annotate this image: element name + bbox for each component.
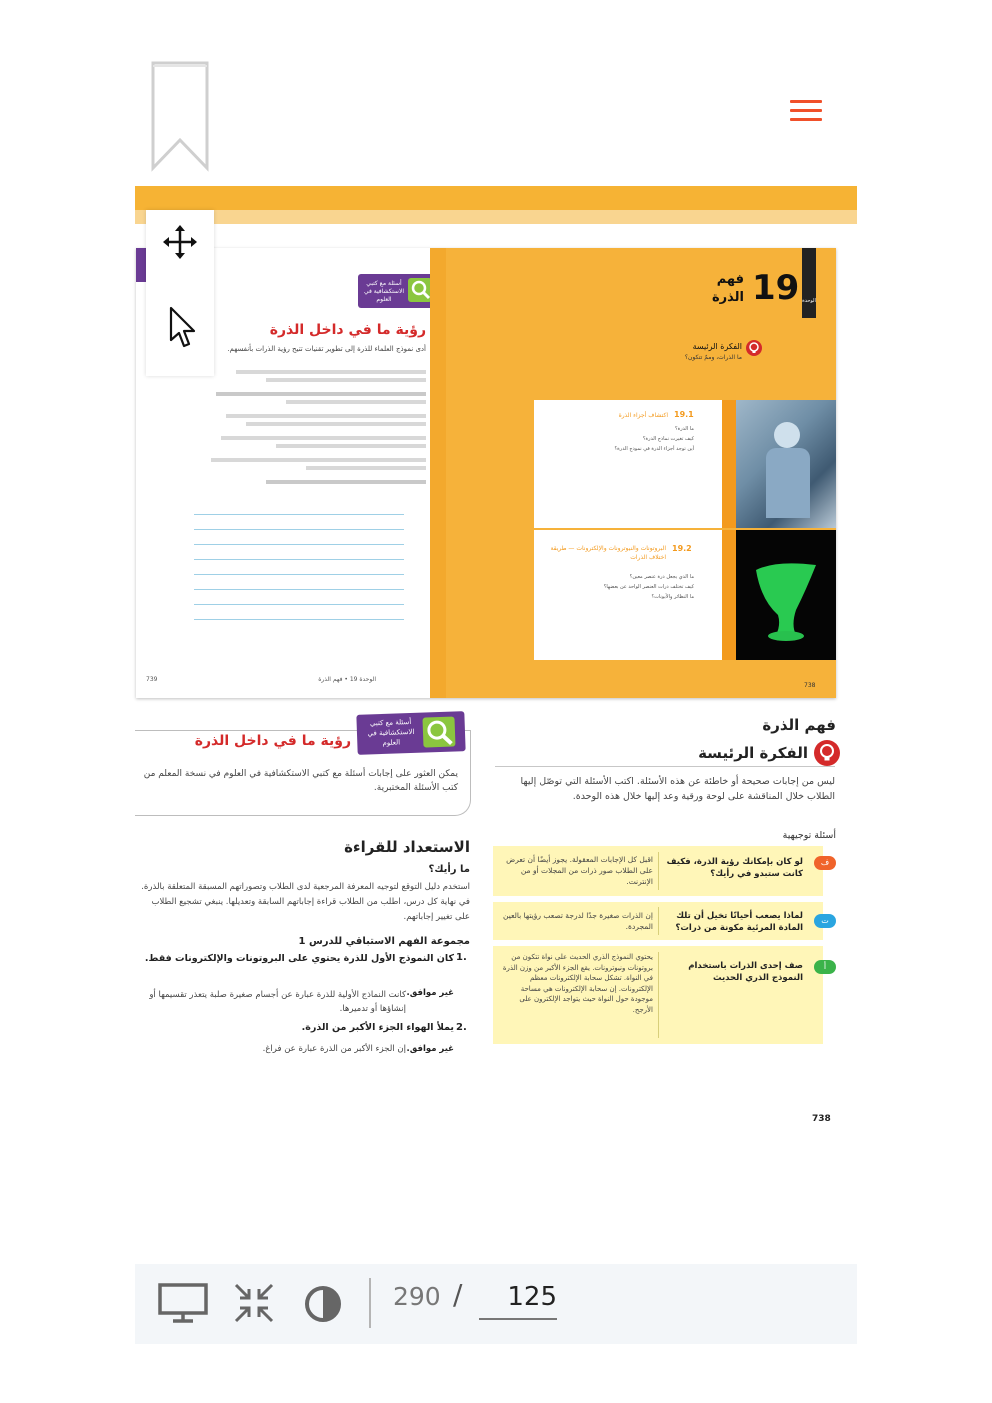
- unit-number: 19: [752, 268, 800, 308]
- answer-text: اقبل كل الإجابات المعقولة. يجوز أيضًا أن تعرض على الطلاب صور ذرات من المجلات أو من الإنترنت.: [506, 855, 653, 886]
- left-page-paragraphs: [206, 366, 426, 488]
- explore-badge-label: أسئلة مع كتبي الاستكشافية في العلوم: [367, 717, 415, 747]
- question-text: لماذا يصعب أحيانًا تخيل أن تلك المادة المرئية مكونة من ذرات؟: [675, 911, 803, 933]
- answer-lines: [194, 514, 404, 634]
- monitor-icon[interactable]: [157, 1282, 211, 1324]
- guiding-questions-label: أسئلة توجيهية: [782, 830, 836, 841]
- item-answer-label: غير موافق.: [406, 1044, 454, 1054]
- reading-heading: الاستعداد للقراءة: [344, 838, 470, 856]
- lesson-2-tab: [722, 530, 736, 660]
- question-badge: ف: [814, 856, 836, 870]
- notes-heading: فهم الذرة: [762, 716, 836, 734]
- reading-subheading: ما رأيك؟: [428, 864, 470, 875]
- magnifier-icon: [422, 716, 455, 747]
- big-idea-title: الفكرة الرئيسة: [692, 342, 742, 351]
- lesson-1-title: اكتشاف أجزاء الذرة: [618, 412, 668, 419]
- lesson-1-number: 19.1: [674, 410, 694, 419]
- lesson-1-tab: [722, 400, 736, 528]
- item-answer: كانت النماذج الأولية للذرة عبارة عن أجسام صغيرة صلبة يتعذر تقسيمها أو إنشاؤها أو تدميرها.: [149, 990, 406, 1014]
- lesson-2-number: 19.2: [672, 544, 692, 553]
- left-page-title: رؤية ما في داخل الذرة: [269, 322, 426, 338]
- unit-label: الوحدة: [802, 298, 816, 304]
- page-spread: [136, 248, 836, 698]
- answer-text: يحتوي النموذج الذري الحديث على نواة تتكون من بروتونات ونيوترونات. يقع الجزء الأكبر من وزن الذرة في النواة. تشكل سحابة الإلكترونات معظم الإلكترونات. إن سحابة الإلكترونات هي مساحة موجودة حول النواة حيث يتواجد الإلكترون على الأرجح.: [502, 953, 653, 1014]
- left-page-intro: أدى نموذج العلماء للذرة إلى تطوير تقنيات تتيح رؤية الذرات بأنفسهم.: [227, 345, 426, 353]
- lesson-1-bullet: أين توجد أجزاء الذرة في نموذج الذرة؟: [614, 446, 694, 452]
- header-bar: [135, 186, 857, 210]
- lesson-2-title: البروتونات والنيوترونات والإلكترونات — طريقة اختلاف الذرات: [550, 545, 666, 561]
- lab-photo: [736, 400, 836, 528]
- callout-title: رؤية ما في داخل الذرة: [194, 733, 351, 749]
- pointer-icon[interactable]: [168, 306, 196, 350]
- header-subbar: [135, 210, 857, 224]
- item-number: 1.: [456, 952, 467, 963]
- item-statement: يملأ الهواء الجزء الأكبر من الذرة.: [301, 1022, 454, 1033]
- anticipation-group-title: مجموعة الفهم الاستباقي للدرس 1: [298, 936, 470, 947]
- toolbar-divider: [369, 1278, 371, 1328]
- explore-badge: [358, 274, 436, 308]
- page-total: 290: [393, 1282, 441, 1311]
- lesson-card-2[interactable]: [534, 530, 722, 660]
- magnifier-icon: [408, 278, 432, 302]
- explore-callout: [135, 717, 471, 816]
- callout-text: يمكن العثور على إجابات أسئلة مع كتبي الاستكشافية في العلوم في نسخة المعلم من كتب الأسئلة المختبرية.: [143, 769, 458, 793]
- divider: [495, 766, 835, 767]
- gutter: [430, 248, 446, 698]
- menu-icon[interactable]: [790, 100, 822, 122]
- page-input[interactable]: [479, 1280, 557, 1320]
- reading-text: استخدم دليل التوقع لتوجيه المعرفة المرجعية لدى الطلاب وتصوراتهم المسبقة المتعلقة بالذرة. في نهاية كل درس، اطلب من الطلاب قراءة إجاباتهم السابقة وتعديلها. ينبغي تشجيع الطلاب على تغيير إجاباتهم.: [141, 882, 470, 922]
- question-badge: أ: [814, 960, 836, 974]
- notes-page-number: 738: [812, 1114, 831, 1124]
- question-badge: ت: [814, 914, 836, 928]
- move-icon[interactable]: [162, 224, 198, 260]
- idea-bulb-icon: [746, 340, 762, 356]
- left-page-number: 739: [146, 676, 158, 683]
- left-page-footer: الوحدة 19 • فهم الذرة: [318, 676, 376, 683]
- guiding-question-row: [493, 902, 823, 940]
- tool-panel: [146, 210, 214, 376]
- bottom-toolbar: [135, 1264, 857, 1344]
- lesson-1-bullet: ما الذرة؟: [674, 426, 694, 432]
- unit-title-line2: الذرة: [711, 290, 744, 305]
- lesson-card-1[interactable]: [534, 400, 722, 528]
- item-number: 2.: [456, 1022, 467, 1033]
- big-idea-text: ليس من إجابات صحيحة أو خاطئة عن هذه الأسئلة. اكتب الأسئلة التي توصّل إليها الطلاب خلال المناقشة على لوحة ورقية وعد إليها خلال هذه الوحدة.: [520, 776, 835, 802]
- question-text: صف إحدى الذرات باستخدام النموذج الذري الحديث: [688, 961, 803, 983]
- unit-strip: [802, 248, 816, 318]
- guiding-question-row: [493, 946, 823, 1044]
- big-idea-label: الفكرة الرئيسة: [698, 744, 808, 762]
- idea-bulb-icon: [814, 740, 840, 766]
- explore-badge: [356, 711, 465, 755]
- contrast-icon[interactable]: [303, 1284, 343, 1324]
- page-separator: /: [453, 1278, 463, 1311]
- bookmark-icon[interactable]: [150, 60, 210, 172]
- guiding-question-row: [493, 846, 823, 896]
- glass-horn-photo: [736, 530, 836, 660]
- page-current: 125: [507, 1282, 557, 1312]
- item-answer-label: غير موافق.: [406, 988, 454, 998]
- unit-title-line1: فهم: [716, 272, 744, 287]
- question-text: لو كان بإمكانك رؤية الذرة، فكيف كانت ستبدو في رأيك؟: [666, 857, 803, 879]
- big-idea-question: ما الذرات، وممّ تتكون؟: [684, 354, 742, 361]
- right-page-number: 738: [804, 682, 816, 689]
- lesson-2-bullet: كيف تختلف ذرات العنصر الواحد عن بعضها؟: [603, 584, 694, 590]
- item-answer: إن الجزء الأكبر من الذرة عبارة عن فراغ.: [262, 1044, 406, 1054]
- item-statement: كان النموذج الأول للذرة يحتوي على البروتونات والإلكترونات فقط.: [144, 953, 454, 964]
- explore-badge-label: أسئلة مع كتبي الاستكشافية في العلوم: [363, 280, 405, 303]
- answer-text: إن الذرات صغيرة جدًا لدرجة تصعب رؤيتها بالعين المجردة.: [503, 911, 653, 931]
- lesson-2-bullet: ما النظائر والأيونات؟: [651, 594, 694, 600]
- lesson-1-bullet: كيف تغيرت نماذج الذرة؟: [642, 436, 694, 442]
- collapse-icon[interactable]: [233, 1282, 275, 1324]
- lesson-2-bullet: ما الذي يجعل ذرة عنصر معين؟: [629, 574, 694, 580]
